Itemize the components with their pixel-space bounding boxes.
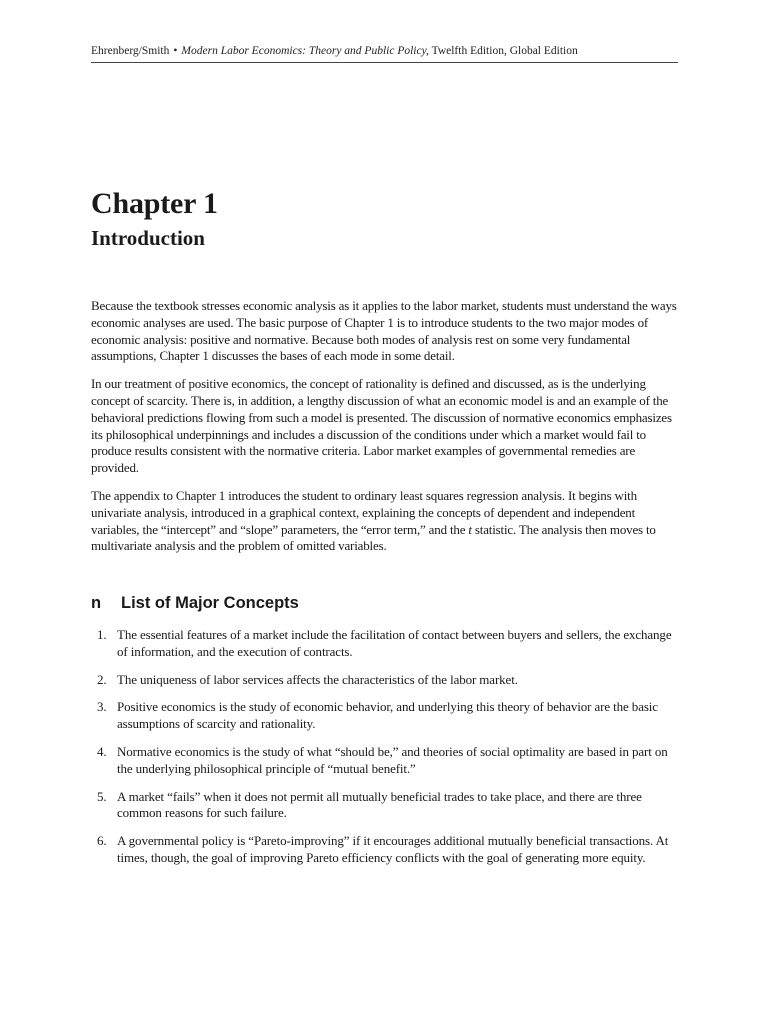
intro-paragraph-1: Because the textbook stresses economic analysis as it applies to the labor market, students must understand the ways economic analyses are used. The basic purpose of Chapter 1 is to introduce students to the two major modes of economic analysis: positive and normative. Because both modes of analysis rest on some very fundamental assumptions, Chapter 1 discusses the bases of each mode in some detail. [91, 298, 677, 364]
header-book-title: Modern Labor Economics: Theory and Public Policy, [181, 45, 429, 57]
header-rule [91, 62, 678, 63]
list-item-number: 2. [97, 671, 107, 687]
list-item [91, 672, 683, 689]
intro-section [91, 298, 683, 566]
list-item-number: 6. [97, 833, 107, 849]
list-item [91, 833, 683, 867]
list-item [91, 789, 683, 823]
list-item-text: The uniqueness of labor services affects the characteristics of the labor market. [117, 671, 518, 687]
concepts-heading [91, 592, 683, 614]
intro-paragraph-3-text-after: statistic. The analysis then moves to multivariate analysis and the problem of omitted variables. [91, 521, 656, 554]
concepts-heading-text: List of Major Concepts [121, 594, 299, 612]
header-edition: Twelfth Edition, Global Edition [428, 45, 578, 57]
concepts-list [91, 627, 683, 878]
intro-paragraph-3 [91, 488, 683, 555]
list-item-number: 3. [97, 699, 107, 715]
list-item-number: 5. [97, 788, 107, 804]
list-item [91, 627, 683, 661]
list-item-text: The essential features of a market include the facilitation of contact between buyers and sellers, the exchange of information, and the execution of contracts. [117, 627, 672, 659]
list-item-text: A governmental policy is “Pareto-improving” if it encourages additional mutually beneficial transactions. At times, though, the goal of improving Pareto efficiency conflicts with the goal of generating more equity. [117, 833, 669, 865]
header-bullet: • [173, 45, 178, 57]
chapter-title: Chapter 1 [91, 187, 218, 220]
t-statistic-italic: t [468, 521, 472, 537]
list-item-text: Positive economics is the study of economic behavior, and underlying this theory of behavior are the basic assumptions of scarcity and rationality. [117, 699, 658, 732]
intro-paragraph-3-text-before: The appendix to Chapter 1 introduces the student to ordinary least squares regression analysis. It begins with univariate analysis, introduced in a graphical context, explaining the concepts of dependent and independent variables, the “intercept” and “slope” parameters, the “error term,” and the [91, 487, 637, 537]
section-marker: n [91, 594, 102, 612]
list-item-number: 1. [97, 627, 107, 642]
list-item-text: A market “fails” when it does not permit all mutually beneficial trades to take place, and there are three common reasons for such failure. [117, 788, 642, 821]
header-authors: Ehrenberg/Smith [91, 45, 170, 57]
chapter-subtitle: Introduction [91, 226, 205, 250]
list-item [91, 699, 683, 733]
list-item [91, 744, 683, 778]
intro-paragraph-2: In our treatment of positive economics, the concept of rationality is defined and discussed, as is the underlying concept of scarcity. There is, in addition, a lengthy discussion of what an economic model is and an example of the behavioral predictions flowing from such a model is presented. The discussion of normative economics emphasizes its philosophical underpinnings and includes a discussion of the conditions under which a market would fail to produce results consistent with the normative criteria. Labor market examples of governmental remedies are provided. [91, 376, 672, 476]
list-item-text: Normative economics is the study of what “should be,” and theories of social optimality are based in part on the underlying philosophical principle of “mutual benefit.” [117, 743, 668, 776]
list-item-number: 4. [97, 743, 107, 759]
running-header [91, 44, 678, 58]
